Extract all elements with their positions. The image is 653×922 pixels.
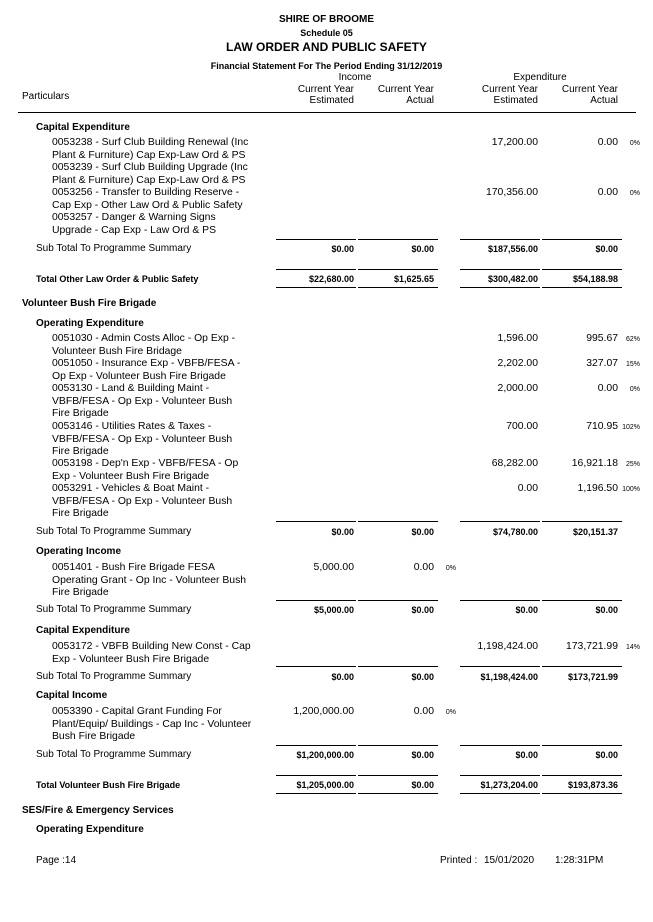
report-title: LAW ORDER AND PUBLIC SAFETY — [226, 40, 427, 54]
total-label: Total Other Law Order & Public Safety — [36, 274, 199, 284]
exp-percent: 0% — [629, 386, 640, 393]
section-heading: Capital Expenditure — [36, 122, 130, 133]
total-rule — [358, 269, 438, 270]
subtotal-income-actual: $0.00 — [411, 527, 434, 537]
printed-time: 1:28:31PM — [555, 855, 604, 866]
total-rule — [542, 793, 622, 794]
exp-actual: 16,921.18 — [571, 458, 618, 469]
subtotal-income-actual: $0.00 — [411, 605, 434, 615]
exp-percent: 25% — [625, 461, 640, 468]
line-item-desc: 0053390 - Capital Grant Funding For Plant/Equip/ Buildings - Cap Inc - Volunteer Bush Fire Brigade — [52, 706, 252, 742]
total-rule — [276, 775, 356, 776]
subtotal-income-estimated: $0.00 — [331, 527, 354, 537]
line-item-desc: 0053198 - Dep'n Exp - VBFB/FESA - Op Exp - Volunteer Bush Fire Brigade — [52, 458, 239, 482]
total-income-estimated: $22,680.00 — [308, 274, 354, 284]
total-rule — [460, 269, 540, 270]
subtotal-exp-estimated: $0.00 — [515, 750, 538, 760]
subtotal-rule — [542, 521, 622, 522]
total-rule — [358, 287, 438, 288]
exp-actual: 327.07 — [586, 358, 618, 369]
total-rule — [358, 775, 438, 776]
subtotal-income-estimated: $1,200,000.00 — [296, 750, 354, 760]
subtotal-rule — [276, 745, 356, 746]
total-rule — [460, 287, 540, 288]
section-heading: Operating Income — [36, 546, 122, 557]
income-actual: 0.00 — [413, 562, 434, 573]
exp-estimated: 1,596.00 — [497, 333, 538, 344]
line-item-desc: 0053238 - Surf Club Building Renewal (Inc Plant & Furniture) Cap Exp-Law Ord & PS — [52, 137, 249, 161]
subtotal-rule — [542, 666, 622, 667]
total-rule — [276, 269, 356, 270]
subtotal-income-estimated: $5,000.00 — [313, 605, 354, 615]
exp-actual: 0.00 — [597, 137, 618, 148]
subtotal-rule — [460, 600, 540, 601]
exp-percent: 62% — [625, 336, 640, 343]
line-item-desc: 0053257 - Danger & Warning Signs Upgrade - Cap Exp - Law Ord & PS — [52, 212, 217, 236]
subtotal-rule — [276, 521, 356, 522]
subtotal-rule — [460, 239, 540, 240]
total-label: Total Volunteer Bush Fire Brigade — [36, 780, 181, 790]
printed-date: 15/01/2020 — [484, 855, 535, 866]
total-income-actual: $1,625.65 — [393, 274, 434, 284]
line-item-desc: 0053172 - VBFB Building New Const - Cap Exp - Volunteer Bush Fire Brigade — [52, 641, 251, 665]
page-number: Page :14 — [36, 855, 77, 866]
exp-estimated: 1,198,424.00 — [477, 641, 538, 652]
total-income-actual: $0.00 — [411, 780, 434, 790]
subtotal-label: Sub Total To Programme Summary — [36, 671, 192, 682]
subtotal-rule — [460, 666, 540, 667]
income-estimated: 5,000.00 — [313, 562, 354, 573]
subtotal-exp-actual: $0.00 — [595, 244, 618, 254]
exp-actual: 995.67 — [586, 333, 618, 344]
subtotal-label: Sub Total To Programme Summary — [36, 243, 192, 254]
income-percent: 0% — [445, 709, 456, 716]
subtotal-rule — [460, 521, 540, 522]
section-heading: Operating Expenditure — [36, 824, 144, 835]
exp-estimated: 17,200.00 — [491, 137, 538, 148]
subtotal-rule — [276, 600, 356, 601]
exp-percent: 0% — [629, 140, 640, 147]
total-exp-estimated: $1,273,204.00 — [480, 780, 538, 790]
programme-title: SES/Fire & Emergency Services — [22, 805, 174, 816]
total-exp-estimated: $300,482.00 — [487, 274, 538, 284]
subtotal-rule — [542, 239, 622, 240]
subtotal-exp-actual: $0.00 — [595, 750, 618, 760]
col-income-estimated: Current Year Estimated — [297, 84, 354, 106]
line-item-desc: 0051050 - Insurance Exp - VBFB/FESA - Op Exp - Volunteer Bush Fire Brigade — [52, 358, 241, 382]
exp-actual: 710.95 — [586, 421, 618, 432]
subtotal-label: Sub Total To Programme Summary — [36, 526, 192, 537]
subtotal-rule — [276, 666, 356, 667]
subtotal-label: Sub Total To Programme Summary — [36, 749, 192, 760]
line-item-desc: 0051401 - Bush Fire Brigade FESA Operating Grant - Op Inc - Volunteer Bush Fire Brigade — [52, 562, 247, 598]
org-name: SHIRE OF BROOME — [278, 14, 374, 25]
section-heading: Capital Expenditure — [36, 625, 130, 636]
income-actual: 0.00 — [413, 706, 434, 717]
exp-percent: 15% — [625, 361, 640, 368]
total-rule — [542, 775, 622, 776]
subtotal-income-actual: $0.00 — [411, 244, 434, 254]
exp-percent: 14% — [625, 644, 640, 651]
total-income-estimated: $1,205,000.00 — [296, 780, 354, 790]
subtotal-rule — [358, 239, 438, 240]
col-exp-estimated: Current Year Estimated — [481, 84, 538, 106]
programme-title: Volunteer Bush Fire Brigade — [22, 298, 157, 309]
exp-estimated: 170,356.00 — [485, 187, 538, 198]
total-exp-actual: $54,188.98 — [572, 274, 618, 284]
exp-estimated: 68,282.00 — [491, 458, 538, 469]
col-income-actual: Current Year Actual — [377, 84, 434, 106]
expenditure-heading: Expenditure — [513, 72, 567, 83]
total-rule — [460, 775, 540, 776]
subtotal-exp-actual: $173,721.99 — [567, 672, 618, 682]
income-heading: Income — [338, 72, 372, 83]
exp-percent: 100% — [622, 486, 640, 493]
subtotal-income-estimated: $0.00 — [331, 672, 354, 682]
total-exp-actual: $193,873.36 — [567, 780, 618, 790]
printed-label: Printed : — [440, 855, 478, 866]
subtotal-rule — [358, 521, 438, 522]
line-item-desc: 0053291 - Vehicles & Boat Maint - VBFB/FESA - Op Exp - Volunteer Bush Fire Brigade — [52, 483, 233, 519]
subtotal-rule — [358, 600, 438, 601]
line-item-desc: 0053130 - Land & Building Maint - VBFB/FESA - Op Exp - Volunteer Bush Fire Brigade — [52, 383, 233, 419]
particulars-heading: Particulars — [22, 91, 70, 102]
subtotal-rule — [542, 600, 622, 601]
subtotal-income-actual: $0.00 — [411, 750, 434, 760]
subtotal-exp-estimated: $1,198,424.00 — [480, 672, 538, 682]
col-exp-actual: Current Year Actual — [561, 84, 618, 106]
subtotal-exp-estimated: $0.00 — [515, 605, 538, 615]
exp-estimated: 700.00 — [506, 421, 538, 432]
subtotal-rule — [358, 666, 438, 667]
exp-actual: 0.00 — [597, 383, 618, 394]
exp-estimated: 2,000.00 — [497, 383, 538, 394]
exp-actual: 173,721.99 — [565, 641, 618, 652]
subtotal-rule — [542, 745, 622, 746]
section-heading: Operating Expenditure — [36, 318, 144, 329]
exp-percent: 102% — [622, 424, 640, 431]
total-rule — [358, 793, 438, 794]
exp-actual: 0.00 — [597, 187, 618, 198]
subtotal-rule — [460, 745, 540, 746]
exp-actual: 1,196.50 — [577, 483, 618, 494]
report-period: Financial Statement For The Period Ending 31/12/2019 — [210, 61, 443, 71]
exp-percent: 0% — [629, 190, 640, 197]
line-item-desc: 0053146 - Utilities Rates & Taxes - VBFB/FESA - Op Exp - Volunteer Bush Fire Brigade — [52, 421, 233, 457]
income-estimated: 1,200,000.00 — [293, 706, 354, 717]
income-percent: 0% — [445, 565, 456, 572]
total-rule — [460, 793, 540, 794]
subtotal-exp-actual: $0.00 — [595, 605, 618, 615]
subtotal-exp-estimated: $187,556.00 — [487, 244, 538, 254]
line-item-desc: 0053256 - Transfer to Building Reserve - Cap Exp - Other Law Ord & Public Safety — [52, 187, 243, 211]
subtotal-rule — [276, 239, 356, 240]
total-rule — [542, 287, 622, 288]
subtotal-income-actual: $0.00 — [411, 672, 434, 682]
subtotal-rule — [358, 745, 438, 746]
line-item-desc: 0053239 - Surf Club Building Upgrade (Inc Plant & Furniture) Cap Exp-Law Ord & PS — [52, 162, 248, 186]
exp-estimated: 0.00 — [517, 483, 538, 494]
subtotal-exp-actual: $20,151.37 — [572, 527, 618, 537]
schedule-label: Schedule 05 — [300, 28, 353, 38]
subtotal-income-estimated: $0.00 — [331, 244, 354, 254]
total-rule — [542, 269, 622, 270]
line-item-desc: 0051030 - Admin Costs Alloc - Op Exp - Volunteer Bush Fire Bridage — [52, 333, 236, 357]
total-rule — [276, 287, 356, 288]
subtotal-exp-estimated: $74,780.00 — [492, 527, 538, 537]
subtotal-label: Sub Total To Programme Summary — [36, 604, 192, 615]
header-rule — [18, 112, 636, 113]
exp-estimated: 2,202.00 — [497, 358, 538, 369]
section-heading: Capital Income — [36, 690, 108, 701]
total-rule — [276, 793, 356, 794]
